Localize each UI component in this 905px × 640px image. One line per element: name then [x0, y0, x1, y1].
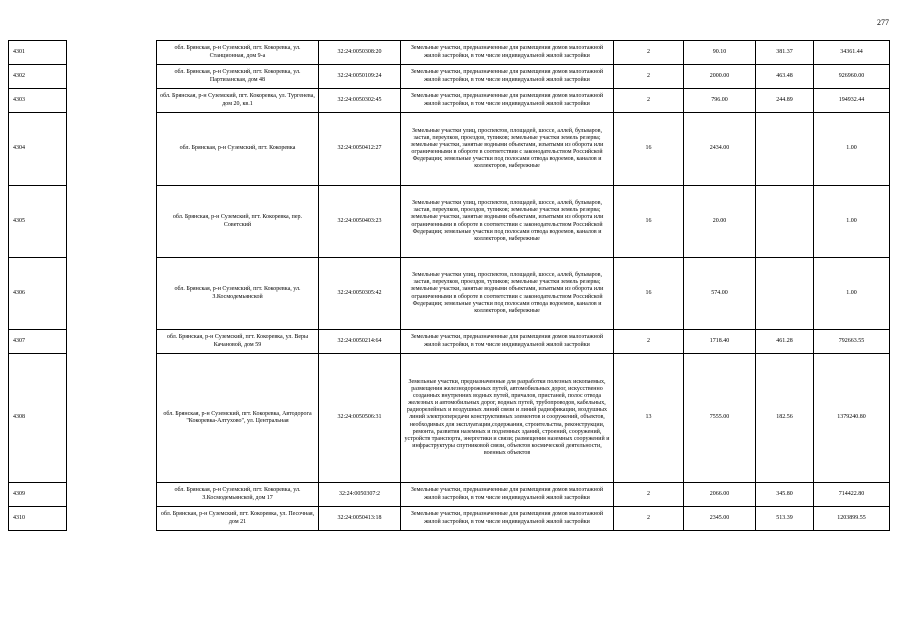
empty-cell	[67, 483, 157, 507]
area-cell: 2066.00	[684, 483, 756, 507]
cadastral-number-cell: 32:24:0050412:27	[319, 113, 401, 186]
empty-cell	[67, 354, 157, 483]
cadastral-number-cell: 32:24:0050302:45	[319, 89, 401, 113]
specific-value-cell: 182.56	[756, 354, 814, 483]
empty-cell	[67, 258, 157, 330]
table-row	[9, 507, 890, 531]
area-cell: 7555.00	[684, 354, 756, 483]
empty-cell	[67, 330, 157, 354]
specific-value-cell: 463.48	[756, 65, 814, 89]
address-cell: обл. Брянская, р-н Суземский, пгт. Кокоревка, Автодорога "Кокоревка-Алтухово", ул. Центральная	[157, 354, 319, 483]
table-row	[9, 330, 890, 354]
specific-value-cell: 513.39	[756, 507, 814, 531]
address-cell: обл. Брянская, р-н Суземский, пгт. Кокоревка, ул. З.Космодемьянской	[157, 258, 319, 330]
area-cell: 2345.00	[684, 507, 756, 531]
specific-value-cell: 244.89	[756, 89, 814, 113]
area-cell: 1718.40	[684, 330, 756, 354]
table-row	[9, 354, 890, 483]
cadastral-value-cell: 714422.80	[814, 483, 890, 507]
address-cell: обл. Брянская, р-н Суземский, пгт. Кокоревка, ул. Тургенева, дом 20, кв.1	[157, 89, 319, 113]
address-cell: обл. Брянская, р-н Суземский, пгт. Кокоревка, пер. Советский	[157, 186, 319, 258]
address-cell: обл. Брянская, р-н Суземский, пгт. Кокоревка, ул. Веры Качановой, дом 59	[157, 330, 319, 354]
cadastral-value-cell: 1.00	[814, 113, 890, 186]
row-number: 4306	[9, 258, 67, 330]
cadastral-number-cell: 32:24:0050305:42	[319, 258, 401, 330]
group-cell: 2	[614, 41, 684, 65]
area-cell: 20.00	[684, 186, 756, 258]
row-number: 4309	[9, 483, 67, 507]
row-number: 4303	[9, 89, 67, 113]
row-number: 4307	[9, 330, 67, 354]
area-cell: 90.10	[684, 41, 756, 65]
cadastral-value-cell: 1.00	[814, 258, 890, 330]
group-cell: 2	[614, 65, 684, 89]
empty-cell	[67, 507, 157, 531]
empty-cell	[67, 41, 157, 65]
row-number: 4304	[9, 113, 67, 186]
specific-value-cell	[756, 113, 814, 186]
group-cell: 13	[614, 354, 684, 483]
row-number: 4308	[9, 354, 67, 483]
area-cell: 2434.00	[684, 113, 756, 186]
cadastral-value-cell: 1203899.55	[814, 507, 890, 531]
cadastral-value-table	[8, 40, 889, 531]
row-number: 4305	[9, 186, 67, 258]
cadastral-number-cell: 32:24:0050307:2	[319, 483, 401, 507]
cadastral-number-cell: 32:24:0050403:23	[319, 186, 401, 258]
empty-cell	[67, 186, 157, 258]
table-row	[9, 483, 890, 507]
row-number: 4302	[9, 65, 67, 89]
area-cell: 2000.00	[684, 65, 756, 89]
row-number: 4310	[9, 507, 67, 531]
group-cell: 16	[614, 113, 684, 186]
land-category-cell: Земельные участки улиц, проспектов, площадей, шоссе, аллей, бульваров, застав, переулков, проездов, тупиков; земельные участки земель резерва; земельные участки, занятые водными объектами, изъятыми из оборота или ограниченными в обороте в соответствии с законодательством Российской Федерации; земельные участки под полосами отвода водоемов, каналов и коллекторов, набережные	[401, 258, 614, 330]
specific-value-cell: 461.28	[756, 330, 814, 354]
land-category-cell: Земельные участки улиц, проспектов, площадей, шоссе, аллей, бульваров, застав, переулков, проездов, тупиков; земельные участки земель резерва; земельные участки, занятые водными объектами, изъятыми из оборота или ограниченными в обороте в соответствии с законодательством Российской Федерации; земельные участки под полосами отвода водоемов, каналов и коллекторов, набережные	[401, 186, 614, 258]
cadastral-number-cell: 32:24:0050413:18	[319, 507, 401, 531]
table-row	[9, 186, 890, 258]
land-category-cell: Земельные участки, предназначенные для размещения домов малоэтажной жилой застройки, в том числе индивидуальной жилой застройки	[401, 483, 614, 507]
land-category-cell: Земельные участки, предназначенные для разработки полезных ископаемых, размещения железнодорожных путей, автомобильных дорог, искусственно созданных внутренних водных путей, причалов, пристаней, полос отвода железных и автомобильных дорог, водных путей, трубопроводов, кабельных, радиорелейных и воздушных линий связи и линий радиофикации, воздушных линий электропередачи конструктивных элементов и сооружений, объектов, необходимых для эксплуатации,содержания, строительства, реконструкции, ремонта, развития наземных и подземных зданий, строений, сооружений, устройств транспорта, энергетики и связи; размещения наземных сооружений и инфраструктуры спутниковой связи, объектов космической деятельности, военных объектов	[401, 354, 614, 483]
address-cell: обл. Брянская, р-н Суземский, пгт. Кокоревка, ул. З.Космодемьянской, дом 17	[157, 483, 319, 507]
empty-cell	[67, 113, 157, 186]
area-cell: 574.00	[684, 258, 756, 330]
land-category-cell: Земельные участки, предназначенные для размещения домов малоэтажной жилой застройки, в том числе индивидуальной жилой застройки	[401, 65, 614, 89]
table-row	[9, 113, 890, 186]
table-row	[9, 65, 890, 89]
cadastral-number-cell: 32:24:0050109:24	[319, 65, 401, 89]
row-number: 4301	[9, 41, 67, 65]
address-cell: обл. Брянская, р-н Суземский, пгт. Кокоревка, ул. Партизанская, дом 48	[157, 65, 319, 89]
group-cell: 2	[614, 507, 684, 531]
cadastral-number-cell: 32:24:0050506:31	[319, 354, 401, 483]
specific-value-cell	[756, 186, 814, 258]
land-category-cell: Земельные участки, предназначенные для размещения домов малоэтажной жилой застройки, в том числе индивидуальной жилой застройки	[401, 507, 614, 531]
cadastral-value-cell: 792663.55	[814, 330, 890, 354]
cadastral-number-cell: 32:24:0050214:64	[319, 330, 401, 354]
cadastral-number-cell: 32:24:0050308:20	[319, 41, 401, 65]
group-cell: 2	[614, 89, 684, 113]
empty-cell	[67, 89, 157, 113]
cadastral-value-cell: 194932.44	[814, 89, 890, 113]
address-cell: обл. Брянская, р-н Суземский, пгт. Кокоревка, ул. Песочная, дом 21	[157, 507, 319, 531]
address-cell: обл. Брянская, р-н Суземский, пгт. Кокоревка	[157, 113, 319, 186]
cadastral-value-cell: 34361.44	[814, 41, 890, 65]
group-cell: 2	[614, 330, 684, 354]
table-row	[9, 41, 890, 65]
area-cell: 796.00	[684, 89, 756, 113]
land-category-cell: Земельные участки, предназначенные для размещения домов малоэтажной жилой застройки, в том числе индивидуальной жилой застройки	[401, 330, 614, 354]
address-cell: обл. Брянская, р-н Суземский, пгт. Кокоревка, ул. Станционная, дом 9-а	[157, 41, 319, 65]
specific-value-cell: 345.80	[756, 483, 814, 507]
group-cell: 16	[614, 186, 684, 258]
empty-cell	[67, 65, 157, 89]
table-row	[9, 258, 890, 330]
land-category-cell: Земельные участки, предназначенные для размещения домов малоэтажной жилой застройки, в том числе индивидуальной жилой застройки	[401, 41, 614, 65]
land-category-cell: Земельные участки улиц, проспектов, площадей, шоссе, аллей, бульваров, застав, переулков, проездов, тупиков; земельные участки земель резерва; земельные участки, занятые водными объектами, изъятыми из оборота или ограниченными в обороте в соответствии с законодательством Российской Федерации; земельные участки под полосами отвода водоемов, каналов и коллекторов, набережные	[401, 113, 614, 186]
group-cell: 16	[614, 258, 684, 330]
table-row	[9, 89, 890, 113]
group-cell: 2	[614, 483, 684, 507]
cadastral-value-cell: 1379240.80	[814, 354, 890, 483]
specific-value-cell	[756, 258, 814, 330]
cadastral-value-cell: 1.00	[814, 186, 890, 258]
specific-value-cell: 381.37	[756, 41, 814, 65]
land-category-cell: Земельные участки, предназначенные для размещения домов малоэтажной жилой застройки, в том числе индивидуальной жилой застройки	[401, 89, 614, 113]
cadastral-value-cell: 926960.00	[814, 65, 890, 89]
page-number: 277	[877, 18, 889, 27]
